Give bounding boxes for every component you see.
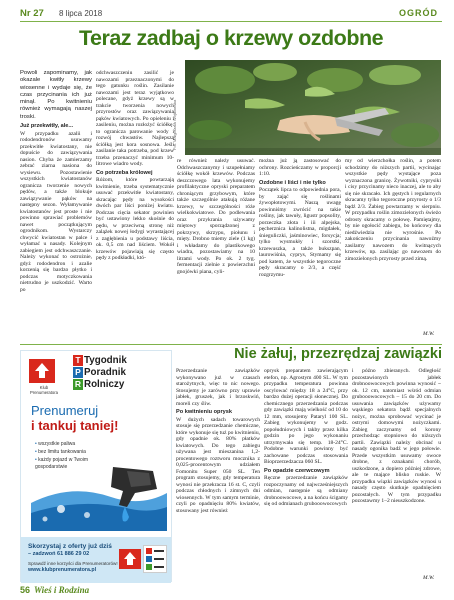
article2-col1 [176, 368, 260, 582]
klub-badge-icon [119, 549, 141, 569]
article1-col2 [96, 70, 174, 338]
promo-contact [28, 543, 122, 574]
photo-credit: Fot. Małgorzata Wojtkowska [172, 99, 177, 150]
article2-subhead-2: Po opadzie czerwcowym [264, 467, 330, 474]
promo-benefit-item: • każdy pojazd w Twoim gospodarstwie [35, 457, 115, 473]
article1-col4-paragraph-2: Początek lipca to odpowiednia pora, by zająć się roślinami żywopłotowymi. Naszą uwagę powinniśmy zwrócić na takie rośliny, jak tawuły, ligustr popsolity, porzeczka złota i iii alpejska, pęcherznica kalinolistna, migdałek, śnieguliczki, jaśminowiec, forsycja; tylko wysmukły i szorstki, krzewuszka, a także bukszpan, laurowiśnia, cyprys, Stymamy się pod katem, że wszystkie tegoroczne pędy skracamy o 2/3, a część rozgrzymu- [259, 187, 341, 278]
article1-col4 [259, 158, 341, 338]
article1-col5-paragraph: my od wierzchołka roślin, a potem schodzimy do niższych partii, wycinając wszystkie pędy wystające poza wyznaczona granicę. Żywotniki, cyprysiki i cisy przycinamy nieco inaczej, ale to aby się nie skracało. Ich gęstych i regularnych skracamy tylko tegoroczne przyrosty o 1/3 bądź 2/3. Żabieg powtarzamy w sierpniu. W przypadku roślin zimozielonych świeżo odrosty skracamy o połowę. Pamiętajmy, by nie ogołocić zabiegu, bo końcowy dla niedźwiedzia nie wyrośnie. Po zakończeniu przycinania nawoźmy zasilamy nawozem do kwitnących krzewów, np. zasilając go nawozem do zimozielonych przyrosty przed zimą. [345, 158, 441, 262]
article1-title: Teraz zadbaj o krzewy ozdobne [78, 26, 384, 50]
fuel-pump-illustration [31, 463, 167, 531]
article1-col3 [177, 158, 255, 338]
article1-lead: Powoli zapominamy, jak okazale kwitły krzewy wiosenne i wydaje się, że czas przycinania ich już minął. Po kwitnieniu również wymagają naszej troski. [20, 70, 92, 120]
article1-col2-paragraph-1: odchwaszczeniu zasilić je nawozami przeznaczonymi do tego gatunku roślin. Zasilanie nawozami jest teraz wyjątkowo polecane, gdyż krzewy są w trakcie tworzenia nowych przyrostów oraz zawiązywania pąków kwiatowych. Po opieleniu i zasileniu, można rozłożyć ściółkę: to ogranicza parowanie wody i rozwój chwastów. Najlepszą ściółką jest kora sosnowa. Jeśli zasilanie taka potrzeba, pod krzew trzeba przenaczyć minimum 10-litrowe wiadro wody. [96, 70, 174, 167]
article1-col5 [345, 158, 441, 330]
article2-col2 [264, 368, 348, 582]
tpr-line-3-text: Rolniczy [84, 379, 125, 390]
promo-headline [31, 403, 167, 433]
tpr-line-2-text: Poradnik [84, 367, 126, 378]
article1-col2-paragraph-2: Różom, które powtarzają kwitnienie, trzeba systematycznie usuwać przekwitłe kwiatostany, skracając pędy na wysokości dwóch par liści poniżej kwiatu. Podczas cięcia sekator powinien być ustawiony lekko skośnie do pędu, w przeciwną stronę niż zalążek nowej łodygi wyrastającej z zagłębienia u podstawy liścia, ok. 0,5 cm nad liściem. Wokół krzewów pojawiają się często pędy z podkładki, któ- [96, 177, 174, 261]
klub-logo-caption: Klub Prenumeratora [30, 385, 58, 395]
promo-benefits-text: Sprawdź inne korzyści dla Prenumeratorów! [28, 561, 118, 566]
promo-contact-bar [21, 537, 171, 583]
article1-col1-paragraph: W przypadku azalii i rododendronów usuwamy przekwitłe kwiatostany, nie dopuście do zawiązywania nasion. Chyba że zamierzamy zebrać ziarna nasiona do wysiewu. Pozostawienie wszystkich kwiatostanów ogranicza tworzenie nowych pędów, a także blokuje zawiązywanie pąków na następny sezon. Wyłamywanie kwiatostanów jest proste i nie powinno sprawiać problemów nawet początkującym ogrodnikom. Wystarczy chwycić kwiatostan w palce i wyłamać u nasady. Kolejnym zabiegiem jest odchwaszczanie. Należy wykonać to ostrożnie, gdyż rododendron i azalie korzenią się bardzo płytko i podczas motyczkowania nietrudno je uszkodzić. Warto po [20, 130, 92, 293]
promo-benefit-item: • bez limitu tankowania [35, 449, 115, 457]
article2-col2-paragraph-2: Ręczne przerzedzanie zawiązków rozpoczynamy od najwcześniejszych odmian, następnie są odmiany drobnoowocowe, a na końcu ścigamy się od odmianach grubooowocowych [264, 475, 348, 507]
promo-headline-line2: i tankuj taniej! [31, 418, 119, 433]
article1-subhead-3: Ozdobne i liści i nie tylko [259, 179, 326, 186]
pruning-photo-image [185, 60, 441, 155]
article2-col1-paragraph-1: Przerzedzanie zawiązków wykonywano już w czasach starożytnych, więc to nic nowego. Stosujemy je zarówno przy uprawie jabłek, gruszek, jak i brzoskwiń, moreli czy śliw. [176, 368, 260, 407]
klub-prenumeratora-logo [29, 359, 55, 383]
promo-benefit-item: • wszystkie paliwa [35, 441, 115, 449]
tpr-line-1-text: Tygodnik [84, 355, 127, 366]
article1-signature: M.W. [423, 331, 435, 337]
article1-col3-paragraph: re również należy usuwać. Odchwaszczanymy i uzupełniamy ściółkę wokół krzewów. Podczas deszczowego lata wykonujemy profilaktyczne opryski preparatem chroniącym grzybowym, które także szczególnie atakują różane krzewy, w szczególności róże wielkokwiatowe. Do podlewania oraz przykrania używamy miętowy sporządzonej z pokrzywy, skrzypu, piołunu i mięty. Drobno tniemy ziele (1 kg) i wkładamy do plastikowego wiadra, pozostawiamy na 10 litrami wody. Po ok. 2 tyg. fermentacji zielnie z powierzchni gnojówki piana, cyli- [177, 158, 255, 275]
klub-logo-icon [29, 359, 55, 383]
tpr-line-1: T Tygodnik [73, 355, 165, 367]
article2-col1-paragraph-2: W dużych sadach towarowych stosuje się przerzedzanie chemiczne, które wykonuje się tuż po kwitnieniu, gdy opadnie ok. 80% płatków kwiatowych. Do tego zabiegu używana jest mieszanina 1,2-procentowego roztworu mocznika z 0,025-procentowym udziałem Fomonitu Super 050 SL. Ten program stosujemy, gdy temperatura wynosi nie przekracza 16 st. C, czyli podczas chłodnych i zimnych dni wiosennych. W tym samym terminie, czyli po opadnięciu 80% kwiatów, stosowany jest również [176, 416, 260, 514]
promo-phone[interactable]: – zadzwoń 61 886 29 02 [28, 551, 90, 557]
subscription-promo[interactable] [20, 350, 172, 582]
article-separator [20, 344, 442, 345]
promo-offer-text: Skorzystaj z oferty już dziś [28, 543, 112, 550]
magazine-title: Wieś i Rodzina [34, 585, 90, 595]
tygodnik-poradnik-rolniczy-logo [73, 355, 165, 395]
promo-headline-line1: Prenumeruj [31, 403, 99, 418]
page-number: 56 [20, 585, 31, 595]
header-rule [20, 21, 442, 22]
tpr-line-3: R Rolniczy [74, 379, 125, 390]
section-label: OGRÓD [398, 8, 438, 18]
article1-subhead-2: Co potrzeba królowej [96, 169, 153, 176]
article2-subhead-1: Po kwitnieniu oprysk [176, 409, 232, 415]
pruning-photo [185, 60, 441, 155]
tpr-badge-icon [143, 545, 167, 573]
article1-subhead-1: Już przekwitły, ale... [20, 123, 74, 130]
article2-signature: M.W. [423, 575, 435, 581]
article2-title: Nie żałuj, przezrędzaj zawiązki [234, 346, 442, 362]
page-header [20, 4, 442, 22]
article1-col4-paragraph-1: można już ją zastosować do ochrony. Rozcieńczamy w proporcji 1:10. [259, 158, 341, 177]
tpr-line-2: P Poradnik [73, 367, 165, 379]
article2-col3 [352, 368, 441, 574]
fuel-nozzle-icon [31, 463, 167, 531]
article2-col2-paragraph-1: oprysk preparatem zawierającym etefon, np. Agrostym 400 SL. W tym przypadku temperatura powinna oscylować między 18 a 24°C, przy bardzo dużej operacji słonecznej. Do chemicznego przerzedzania podczas gdy zawiązki mają wielkość od 10 do 12 mm, stosujemy Pataryl 100 SL. Zabieg wykonujemy w godz. popołudniowych i takby przez kilka godzin po jego wykonaniu utrzymywała się temp. 18-24°C. Podobne warunki powinny być zachowane podczas stosowania Bioprzerzedzacza 060 SL. [264, 368, 348, 465]
issue-number: Nr 27 [20, 8, 44, 19]
promo-website-link[interactable]: www.klubprenumeratora.pl [28, 567, 97, 573]
article2-col3-paragraph: i późno zbieranych. Odległość pozostawionych jabłek drobnoowocowych powinna wynosić ~ ok. 12 cm, natomiast wśród odmian grubooowocowych – 15 do 20 cm. Do usuwania zawiązków używamy wąskiego sekatora bądź specjalnych nożyc, można sprobować wycinać je ostrymi domowymi nożyczkami. Zabieg zaczynamy od korony przechodząc stopniowo do niższych partii. Zawiązki należy obcinać u nasady ogonika badź w jego połowie. Przede wszystkim usuwamy owoce drobne, z oznakami chorób, uszkodzone, a dopiero później zdrowe, ale te mające blisko ruskie. W przypadku wiązki zawiązków wynosi u nasady często skutkuje opadnięciem pozostałych. W tym przypadku pozostawmy 1–2 nieuszkodzone. [352, 368, 441, 504]
page-footer [20, 584, 442, 598]
article1-col1 [20, 70, 92, 338]
issue-date: 8 lipca 2018 [59, 9, 103, 18]
